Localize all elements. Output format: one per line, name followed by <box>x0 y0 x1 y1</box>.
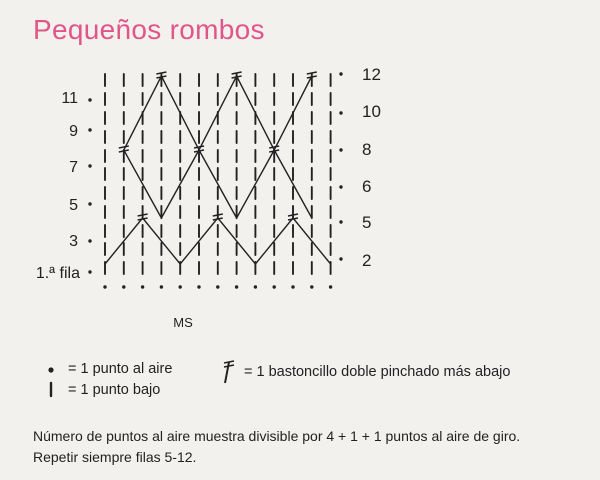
double-crochet-symbol-icon <box>224 361 234 383</box>
turning-chain-dot <box>88 239 91 242</box>
double-crochet-bar <box>307 72 317 74</box>
foundation-chain-row <box>103 285 332 288</box>
chain-dot <box>197 285 200 288</box>
single-crochet-stitches <box>105 74 331 274</box>
double-crochet-bar <box>269 150 279 152</box>
double-crochet-bar <box>156 76 166 78</box>
double-crochet-bar <box>119 146 129 148</box>
chain-symbol-icon <box>48 367 53 372</box>
double-crochet-bar <box>194 146 204 148</box>
row-label-left: 3 <box>69 233 78 250</box>
double-crochet-bar <box>288 214 298 216</box>
note-line-1: Número de puntos al aire muestra divisible por 4 + 1 + 1 puntos al aire de giro. <box>33 428 521 444</box>
turning-chain-dot <box>339 148 342 151</box>
foundation-label: MS <box>173 315 193 330</box>
chain-dot <box>235 285 238 288</box>
turning-chain-dot <box>88 202 91 205</box>
chain-dot <box>273 285 276 288</box>
turning-chain-dot <box>339 185 342 188</box>
chain-dot <box>291 285 294 288</box>
chain-dot <box>141 285 144 288</box>
turning-chain-dot <box>88 164 91 167</box>
row-label-left: 9 <box>69 123 78 140</box>
double-crochet-bar <box>213 214 223 216</box>
double-crochet-bar <box>269 146 279 148</box>
turning-chain-dot <box>88 128 91 131</box>
row-label-right: 8 <box>362 140 372 159</box>
double-crochet-bar <box>213 218 223 220</box>
chain-dot <box>122 285 125 288</box>
double-crochet-bar <box>156 72 166 74</box>
chain-dot <box>310 285 313 288</box>
chain-dot <box>160 285 163 288</box>
pattern-title: Pequeños rombos <box>33 14 265 45</box>
turning-chain-dot <box>88 270 91 273</box>
row-label-right: 5 <box>362 213 372 232</box>
turning-chain-dot <box>339 72 342 75</box>
row-label-left: 7 <box>69 159 78 176</box>
chain-dot <box>103 285 106 288</box>
chain-dot <box>216 285 219 288</box>
legend-double-text: = 1 bastoncillo doble pinchado más abajo <box>244 364 511 380</box>
double-crochet-bar <box>119 150 129 152</box>
double-crochet-bar <box>138 218 148 220</box>
row-label-right: 2 <box>362 251 372 270</box>
chain-dot <box>329 285 332 288</box>
turning-chain-dot <box>339 220 342 223</box>
double-crochet-bar <box>288 218 298 220</box>
turning-chain-dot <box>339 257 342 260</box>
row-label-right: 10 <box>362 102 381 121</box>
chain-dot <box>254 285 257 288</box>
double-crochet-bar <box>138 214 148 216</box>
double-crochet-bar <box>232 72 242 74</box>
legend-single-text: = 1 punto bajo <box>68 382 161 398</box>
row-turning-chains <box>88 72 342 273</box>
row-label-left: 5 <box>69 197 78 214</box>
chain-dot <box>179 285 182 288</box>
double-crochet-bar <box>232 76 242 78</box>
legend-chain-text: = 1 punto al aire <box>68 361 173 377</box>
row-label-left: 11 <box>61 90 78 107</box>
note-line-2: Repetir siempre filas 5-12. <box>33 449 197 465</box>
turning-chain-dot <box>339 111 342 114</box>
row-label-right: 6 <box>362 177 372 196</box>
row-label-left: 1.ª fila <box>35 265 80 282</box>
row-label-right: 12 <box>362 65 381 84</box>
double-crochet-bar <box>194 150 204 152</box>
turning-chain-dot <box>88 98 91 101</box>
double-crochet-bar <box>307 76 317 78</box>
